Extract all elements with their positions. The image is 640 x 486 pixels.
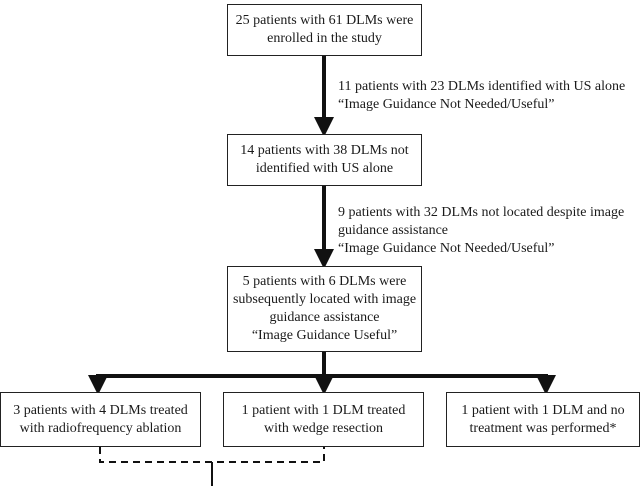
box-enrolled-line-2: enrolled in the study xyxy=(267,31,382,46)
box-rfa-line-1: 3 patients with 4 DLMs treated xyxy=(13,402,188,418)
box-rfa xyxy=(0,392,201,447)
note-us-alone-line-1: 11 patients with 23 DLMs identified with US alone xyxy=(338,79,626,94)
note-not-located-line-2: guidance assistance xyxy=(338,223,449,238)
box-enrolled xyxy=(227,4,422,56)
box-enrolled-line-1: 25 patients with 61 DLMs were xyxy=(235,13,414,28)
box-wedge xyxy=(223,392,424,447)
box-not-identified-line-2: identified with US alone xyxy=(255,161,394,176)
box-wedge-line-1: 1 patient with 1 DLM treated xyxy=(241,402,406,418)
note-not-located xyxy=(338,204,624,258)
note-not-located-line-1: 9 patients with 32 DLMs not located despite image xyxy=(338,205,625,220)
box-not-identified xyxy=(227,134,422,186)
box-no-treatment xyxy=(446,392,640,447)
note-not-located-line-3: “Image Guidance Not Needed/Useful” xyxy=(338,241,555,256)
box-located xyxy=(227,266,422,352)
box-located-line-2: subsequently located with image xyxy=(232,292,417,307)
box-wedge-line-2: with wedge resection xyxy=(264,420,383,436)
note-us-alone-line-2: “Image Guidance Not Needed/Useful” xyxy=(338,97,555,112)
note-us-alone xyxy=(338,78,625,114)
box-no-treatment-line-2: treatment was performed* xyxy=(469,420,617,436)
box-located-line-4: “Image Guidance Useful” xyxy=(251,328,398,343)
box-located-line-3: guidance assistance xyxy=(269,310,380,325)
dashed-bracket xyxy=(100,447,324,462)
box-not-identified-line-1: 14 patients with 38 DLMs not xyxy=(240,143,409,158)
box-located-line-1: 5 patients with 6 DLMs were xyxy=(242,274,407,289)
box-rfa-line-2: with radiofrequency ablation xyxy=(19,420,182,436)
box-no-treatment-line-1: 1 patient with 1 DLM and no xyxy=(461,402,625,418)
